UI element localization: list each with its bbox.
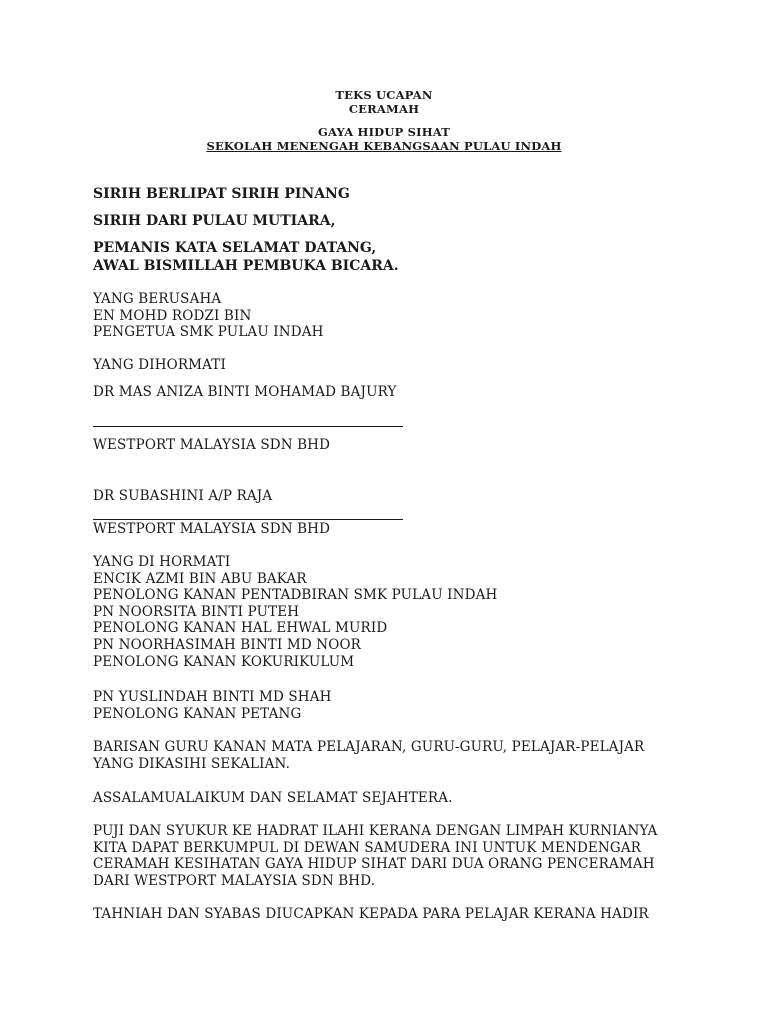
staff-title: PENOLONG KANAN PENTADBIRAN SMK PULAU INDAH: [93, 587, 498, 604]
principal-name: EN MOHD RODZI BIN: [93, 307, 252, 324]
staff-title: PENOLONG KANAN KOKURIKULUM: [93, 653, 355, 670]
gratitude-paragraph: [93, 823, 657, 889]
document-topic: [0, 125, 768, 153]
paragraph-line: CERAMAH KESIHATAN GAYA HIDUP SIHAT DARI DUA ORANG PENCERAMAH: [93, 856, 655, 873]
staff-block-afternoon: [93, 689, 332, 722]
school-name: SEKOLAH MENENGAH KEBANGSAAN PULAU INDAH: [206, 139, 562, 153]
principal-title: PENGETUA SMK PULAU INDAH: [93, 324, 324, 341]
staff-name: PN YUSLINDAH BINTI MD SHAH: [93, 689, 332, 705]
pantun-line-2: SIRIH DARI PULAU MUTIARA,: [93, 213, 336, 229]
paragraph-line: KITA DAPAT BERKUMPUL DI DEWAN SAMUDERA INI UNTUK MENDENGAR: [93, 839, 642, 856]
teachers-paragraph: [93, 739, 644, 772]
guest1-name: DR MAS ANIZA BINTI MOHAMAD BAJURY: [93, 384, 397, 400]
staff-name: PN NOORSITA BINTI PUTEH: [93, 603, 300, 620]
staff-title: PENOLONG KANAN HAL EHWAL MURID: [93, 620, 388, 637]
congrats-paragraph: TAHNIAH DAN SYABAS DIUCAPKAN KEPADA PARA PELAJAR KERANA HADIR: [93, 906, 649, 922]
guest1-org: WESTPORT MALAYSIA SDN BHD: [93, 437, 331, 453]
divider-line: [93, 519, 403, 520]
greeting-paragraph: ASSALAMUALAIKUM DAN SELAMAT SEJAHTERA.: [93, 790, 453, 806]
header-subtitle: CERAMAH: [348, 102, 420, 116]
topic-title: GAYA HIDUP SIHAT: [317, 125, 451, 139]
staff-name: ENCIK AZMI BIN ABU BAKAR: [93, 570, 307, 587]
principal-block: [93, 291, 324, 341]
guest2-org: WESTPORT MALAYSIA SDN BHD: [93, 521, 331, 537]
pantun-line-3: PEMANIS KATA SELAMAT DATANG,: [93, 240, 377, 256]
guest-honorific: YANG DIHORMATI: [93, 357, 226, 373]
staff-title: PENOLONG KANAN PETANG: [93, 705, 302, 722]
divider-line: [93, 426, 403, 427]
paragraph-line: BARISAN GURU KANAN MATA PELAJARAN, GURU-GURU, PELAJAR-PELAJAR: [93, 739, 645, 755]
principal-honorific: YANG BERUSAHA: [93, 291, 222, 307]
paragraph-line: YANG DIKASIHI SEKALIAN.: [93, 755, 291, 772]
paragraph-line: DARI WESTPORT MALAYSIA SDN BHD.: [93, 872, 376, 889]
staff-block: [93, 554, 497, 670]
guest2-name: DR SUBASHINI A/P RAJA: [93, 488, 273, 504]
header-title: TEKS UCAPAN: [335, 88, 433, 102]
staff-honorific: YANG DI HORMATI: [93, 554, 231, 570]
pantun-line-4: AWAL BISMILLAH PEMBUKA BICARA.: [93, 258, 399, 274]
pantun-line-1: SIRIH BERLIPAT SIRIH PINANG: [93, 186, 350, 202]
document-header: [0, 88, 768, 116]
paragraph-line: PUJI DAN SYUKUR KE HADRAT ILAHI KERANA DENGAN LIMPAH KURNIANYA: [93, 823, 658, 839]
staff-name: PN NOORHASIMAH BINTI MD NOOR: [93, 636, 361, 653]
